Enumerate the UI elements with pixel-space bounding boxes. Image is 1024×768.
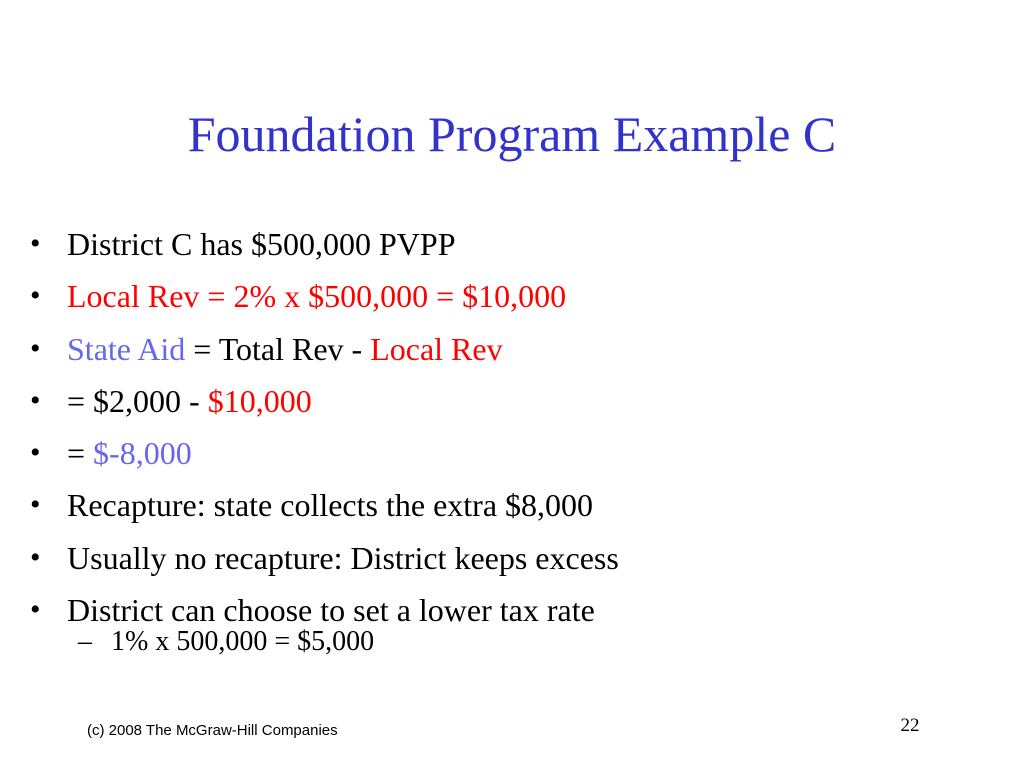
amount-text: $10,000	[207, 382, 312, 419]
state-aid-text: State Aid	[67, 330, 186, 367]
bullet-text: =	[67, 435, 94, 472]
bullet-icon: •	[30, 331, 41, 365]
copyright-footer: (c) 2008 The McGraw-Hill Companies	[87, 722, 338, 739]
bullet-icon: •	[30, 488, 41, 522]
slide-title: Foundation Program Example C	[187, 106, 837, 162]
bullet-item	[30, 270, 990, 322]
bullet-text: Local Rev = 2% x $500,000 = $10,000	[67, 278, 567, 315]
sub-bullet-item	[30, 628, 990, 672]
bullet-icon: •	[30, 227, 41, 260]
bullet-item	[30, 479, 990, 531]
bullet-text: Usually no recapture: District keeps excess	[67, 539, 619, 576]
page-number: 22	[900, 715, 920, 736]
bullet-text: District C has $500,000 PVPP	[67, 226, 456, 262]
local-rev-text: Local Rev	[370, 330, 503, 367]
bullet-text: = Total Rev -	[185, 330, 371, 367]
bullet-item	[30, 323, 990, 375]
bullet-text: Recapture: state collects the extra $8,000	[67, 487, 594, 524]
bullet-list	[30, 218, 990, 672]
amount-text: $-8,000	[93, 435, 192, 472]
bullet-icon: •	[30, 540, 41, 574]
bullet-icon: •	[30, 383, 41, 417]
bullet-text: = $2,000 -	[67, 382, 208, 419]
bullet-icon: •	[30, 279, 41, 313]
bullet-icon: •	[30, 593, 41, 627]
bullet-item	[30, 532, 990, 584]
bullet-item	[30, 218, 990, 270]
bullet-icon: •	[30, 436, 41, 470]
dash-icon: –	[78, 626, 92, 658]
sub-bullet-text: 1% x 500,000 = $5,000	[111, 626, 375, 658]
bullet-text: District can choose to set a lower tax rate	[67, 592, 595, 629]
bullet-item	[30, 427, 990, 479]
bullet-item	[30, 375, 990, 427]
